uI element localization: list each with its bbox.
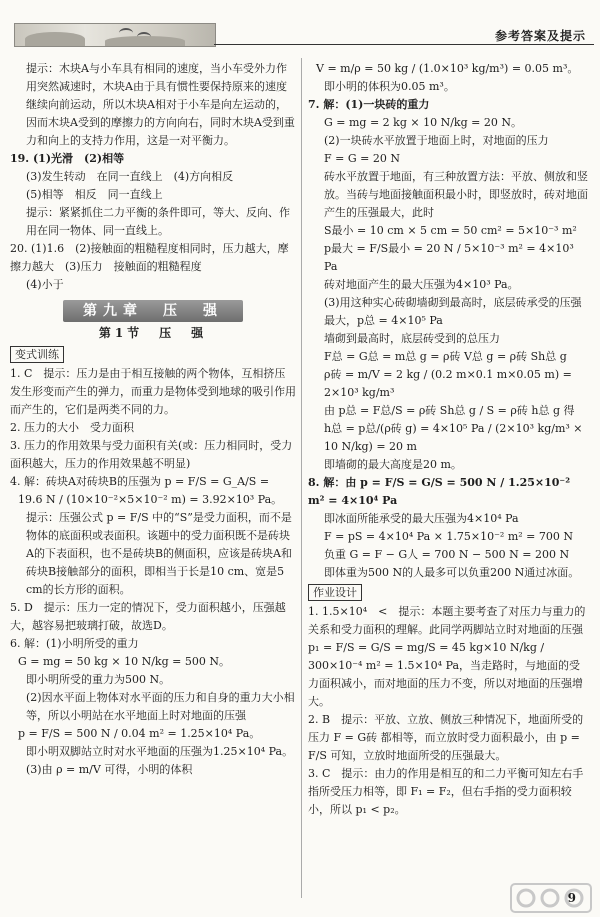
equation: V = m/ρ = 50 kg / (1.0×10³ kg/m³) = 0.05 m³。 — [316, 62, 579, 75]
header-banner-image — [14, 23, 216, 47]
chapter-title: 第九章 压 强 — [63, 300, 243, 322]
answer-line: (4)小于 — [26, 278, 64, 291]
header-title: 参考答案及提示 — [494, 29, 586, 43]
answer-line: 即墙砌的最大高度是20 m。 — [324, 458, 462, 471]
answer-line: (2)因水平面上物体对水平面的压力和自身的重力大小相等，所以小明站在水平地面上时对地面的压强 — [26, 691, 295, 722]
answer-8: 8. 解：由 p = F/S = G/S = 500 N / 1.25×10⁻² m² = 4×10⁴ Pa — [308, 476, 571, 507]
equation: S最小 = 10 cm × 5 cm = 50 cm² = 5×10⁻³ m² — [324, 224, 577, 237]
equation: 由 p总 = F总/S = ρ砖 Sh总 g / S = ρ砖 h总 g 得 — [324, 404, 575, 417]
answer-line: 砖对地面产生的最大压强为4×10³ Pa。 — [324, 278, 519, 291]
equation: G = mg = 2 kg × 10 N/kg = 20 N。 — [324, 116, 522, 129]
equation: ρ砖 = m/V = 2 kg / (0.2 m×0.1 m×0.05 m) = 2×10³ kg/m³ — [324, 368, 572, 399]
homework-answer-1: 1. 1.5×10⁴ < 提示：本题主要考查了对压力与重力的关系和受力面积的理解。此同学两脚站立时对地面的压强 p₁ = F/S = G/S = mg/S = 45 kg×10 N/kg / 300×10⁻⁴ m² = 1.5×10⁴ Pa，当走路时，与地面的受力面积减小，而对地面的压力不变，所以对地面的压强增大。 — [308, 605, 586, 708]
equation: F = pS = 4×10⁴ Pa × 1.75×10⁻² m² = 700 N — [324, 530, 574, 543]
column-divider — [301, 58, 302, 898]
answer-line: (2)一块砖水平放置于地面上时，对地面的压力 — [324, 134, 549, 147]
answer-line: 即体重为500 N的人最多可以负重200 N通过冰面。 — [324, 566, 580, 579]
answer-line: (3)发生转动 在同一直线上 (4)方向相反 — [26, 170, 234, 183]
answer-line: (3)由 ρ = m/V 可得，小明的体积 — [26, 763, 193, 776]
equation: F总 = G总 = m总 g = ρ砖 V总 g = ρ砖 Sh总 g — [324, 350, 567, 363]
homework-answer-2: 2. B 提示：平放、立放、侧放三种情况下，地面所受的压力 F = G砖 都相等，而立放时受力面积最小，由 p = F/S 可知，立放时地面所受的压强最大。 — [308, 713, 584, 762]
answer-line: 即小明所受的重力为500 N。 — [26, 673, 171, 686]
equation: F = G = 20 N — [324, 152, 400, 165]
bird-icon — [137, 32, 151, 42]
section-title: 第1节 压 强 — [98, 326, 208, 340]
answer-1: 1. C 提示：压力是由于相互接触的两个物体，互相挤压发生形变而产生的弹力，而重力是物体受到地球的吸引作用而产生的，它们是两类不同的力。 — [10, 367, 296, 416]
hint-paragraph: 提示：紧紧抓住二力平衡的条件即可，等大、反向、作用在同一物体、同一直线上。 — [26, 206, 290, 237]
homework-answer-3: 3. C 提示：由力的作用是相互的和二力平衡可知左右手指所受压力相等，即 F₁ = F₂，但右手指的受力面积较小，所以 p₁ < p₂。 — [308, 767, 584, 816]
page-header — [0, 0, 600, 52]
answer-19: 19. (1)光滑 (2)相等 — [10, 152, 125, 165]
answer-20: 20. (1)1.6 (2)接触面的粗糙程度相同时，压力越大，摩擦力越大 (3)压力 接触面的粗糙程度 — [10, 242, 289, 273]
hint-paragraph: 提示：压强公式 p = F/S 中的“S”是受力面积，而不是物体的底面积或表面积。该题中的受力面积既不是砖块A的下表面积，也不是砖块B的侧面积，应该是砖块A和砖块B接触部分的面积，即相当于长是10 cm、宽是5 cm的长方形的面积。 — [26, 511, 292, 596]
answer-5: 5. D 提示：压力一定的情况下，受力面积越小，压强越大，越容易把玻璃打破，故选D。 — [10, 601, 286, 632]
answer-line: (3)用这种实心砖砌墙砌到最高时，底层砖承受的压强最大，p总 = 4×10⁵ Pa — [324, 296, 582, 327]
bird-icon — [119, 28, 133, 38]
page-number: 9 — [567, 891, 576, 905]
homework-tag: 作业设计 — [308, 584, 362, 601]
answer-line: 即小明双脚站立时对水平地面的压强为1.25×10⁴ Pa。 — [26, 745, 294, 758]
equation: h总 = p总/(ρ砖 g) = 4×10⁵ Pa / (2×10³ kg/m³ × 10 N/kg) = 20 m — [324, 422, 583, 453]
equation: 19.6 N / (10×10⁻²×5×10⁻² m) = 3.92×10³ Pa。 — [18, 493, 283, 506]
answer-7: 7. 解：(1)一块砖的重力 — [308, 98, 430, 111]
hint-paragraph: 提示：木块A与小车具有相同的速度，当小车受外力作用突然减速时，木块A由于具有惯性要保持原来的速度继续向前运动，所以木块A相对于小车是向左运动的，因而木块A受到的摩擦力的方向向右，同时木块A受到重力和向上的支持力作用，这是一对平衡力。 — [26, 62, 295, 147]
equation: G = mg = 50 kg × 10 N/kg = 500 N。 — [18, 655, 230, 668]
answer-6: 6. 解：(1)小明所受的重力 — [10, 637, 139, 650]
exercise-tag: 变式训练 — [10, 346, 64, 363]
watermark-logo — [510, 883, 592, 913]
equation: 负重 G = F − G人 = 700 N − 500 N = 200 N — [324, 548, 570, 561]
answer-line: 墙砌到最高时，底层砖受到的总压力 — [324, 332, 500, 345]
left-column — [10, 60, 296, 779]
answer-line: 即小明的体积为0.05 m³。 — [324, 80, 455, 93]
answer-line: 即冰面所能承受的最大压强为4×10⁴ Pa — [324, 512, 519, 525]
right-column — [308, 60, 590, 819]
equation: p最大 = F/S最小 = 20 N / 5×10⁻³ m² = 4×10³ Pa — [324, 242, 574, 273]
answer-line: (5)相等 相反 同一直线上 — [26, 188, 163, 201]
equation: p = F/S = 500 N / 0.04 m² = 1.25×10⁴ Pa。 — [18, 727, 261, 740]
answer-4: 4. 解：砖块A对砖块B的压强为 p = F/S = G_A/S = — [10, 475, 270, 488]
answer-2: 2. 压力的大小 受力面积 — [10, 421, 134, 434]
answer-line: 砖水平放置于地面，有三种放置方法：平放、侧放和竖放。当砖与地面接触面积最小时，即竖放时，砖对地面产生的压强最大，此时 — [324, 170, 588, 219]
answer-3: 3. 压力的作用效果与受力面积有关(或：压力相同时，受力面积越大，压力的作用效果越不明显) — [10, 439, 293, 470]
header-rule — [214, 44, 594, 45]
